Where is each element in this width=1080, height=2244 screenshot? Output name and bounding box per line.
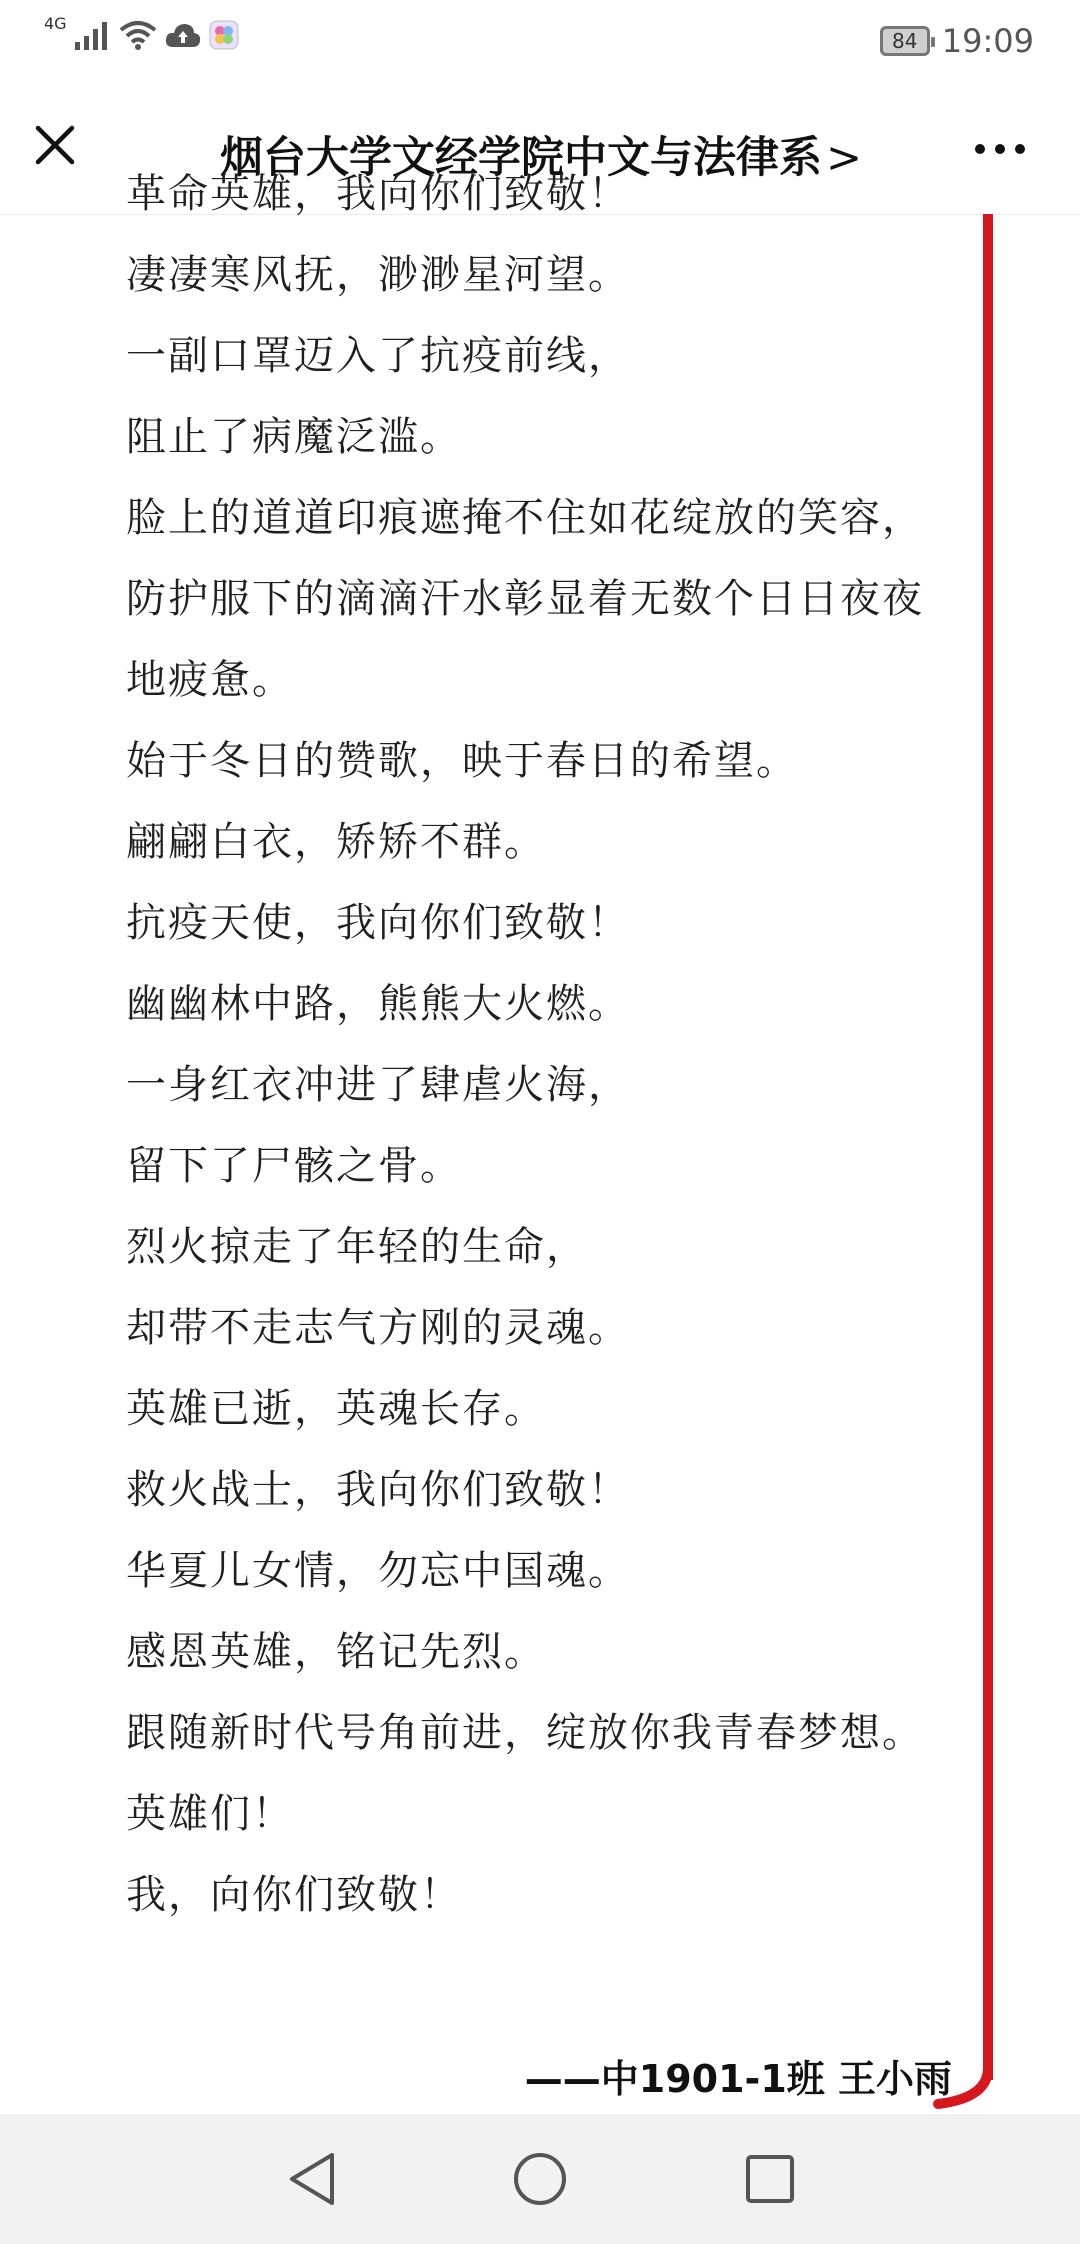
poem-line: 一身红衣冲进了肆虐火海， (126, 1062, 630, 1108)
status-bar (0, 0, 1080, 84)
decorative-red-border (983, 214, 993, 2080)
battery-level: 84 (892, 29, 918, 53)
poem-line: 抗疫天使，我向你们致敬！ (126, 900, 630, 946)
poem-line: 防护服下的滴滴汗水彰显着无数个日日夜夜 (126, 576, 924, 622)
poem-line: 地疲惫。 (126, 657, 294, 703)
network-type-label: 4G (44, 13, 67, 33)
close-button[interactable] (30, 120, 80, 170)
status-icons-left (44, 13, 239, 50)
poem-line: 华夏儿女情，勿忘中国魂。 (126, 1548, 630, 1594)
recents-button[interactable] (742, 2149, 798, 2213)
clock: 19:09 (941, 22, 1034, 60)
poem-line: 翩翩白衣，矫矫不群。 (126, 819, 546, 865)
poem-line: 我，向你们致敬！ (126, 1872, 462, 1918)
poem-line: 留下了尸骸之骨。 (126, 1143, 462, 1189)
poem-line: 革命英雄，我向你们致敬！ (126, 171, 630, 217)
home-circle-icon (510, 2149, 570, 2209)
chevron-right-icon: > (826, 133, 863, 183)
page-title: 烟台大学文经学院中文与法律系 (220, 133, 822, 183)
poem-line: 一副口罩迈入了抗疫前线， (126, 333, 630, 379)
article-signature: ——中1901-1班 王小雨 (524, 2057, 952, 2101)
system-navigation-bar (0, 2114, 1080, 2244)
back-triangle-icon (284, 2149, 340, 2209)
article-body[interactable] (0, 171, 1080, 2114)
poem-line: 救火战士，我向你们致敬！ (126, 1467, 630, 1513)
recents-square-icon (742, 2149, 798, 2209)
more-icon (970, 134, 1030, 164)
poem (126, 154, 966, 1936)
back-button[interactable] (284, 2149, 340, 2213)
poem-line: 脸上的道道印痕遮掩不住如花绽放的笑容， (126, 495, 924, 541)
signal-icon (75, 20, 111, 50)
poem-line: 凄凄寒风抚，渺渺星河望。 (126, 252, 630, 298)
poem-line: 跟随新时代号角前进，绽放你我青春梦想。 (126, 1710, 924, 1756)
home-button[interactable] (510, 2149, 570, 2213)
more-button[interactable] (970, 134, 1030, 164)
battery-icon (880, 26, 930, 56)
poem-line: 始于冬日的赞歌，映于春日的希望。 (126, 738, 798, 784)
poem-line: 英雄已逝，英魂长存。 (126, 1386, 546, 1432)
poem-line: 烈火掠走了年轻的生命， (126, 1224, 588, 1270)
poem-line: 阻止了病魔泛滥。 (126, 414, 462, 460)
cloud-upload-icon (165, 21, 201, 49)
status-icons-right (880, 22, 1034, 60)
poem-line: 英雄们！ (126, 1791, 294, 1837)
wifi-icon (119, 20, 157, 50)
close-icon (30, 120, 80, 170)
app-notification-icon (209, 20, 239, 50)
poem-line: 感恩英雄，铭记先烈。 (126, 1629, 546, 1675)
poem-line: 幽幽林中路，熊熊大火燃。 (126, 981, 630, 1027)
poem-line: 却带不走志气方刚的灵魂。 (126, 1305, 630, 1351)
